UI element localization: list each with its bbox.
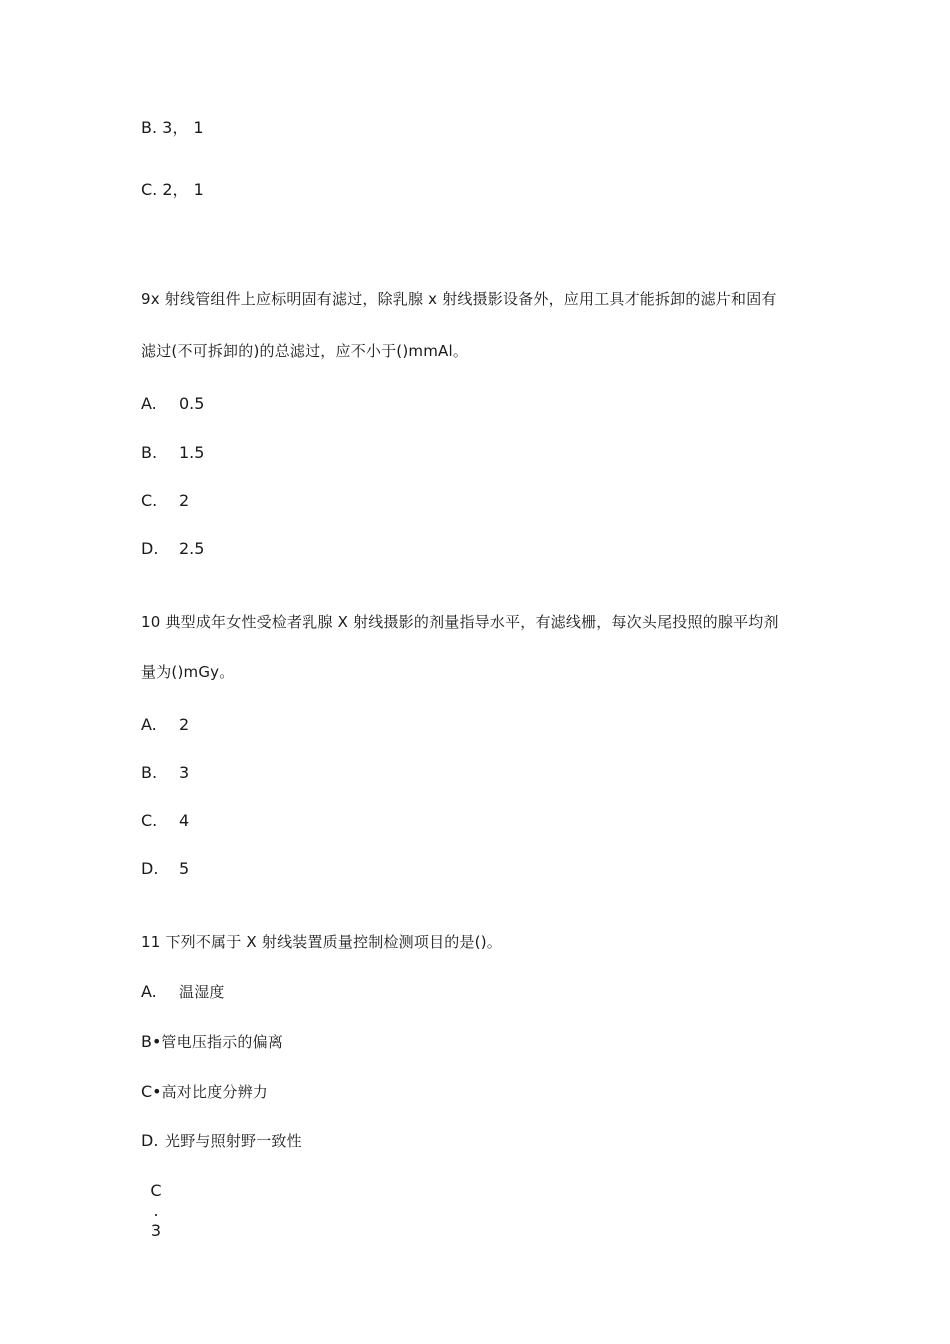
option-label: D. (141, 539, 159, 558)
question-10-line-2: 量为()mGy。 (141, 663, 235, 681)
question-9-option-c (141, 490, 189, 512)
option-value: 1.5 (179, 443, 205, 462)
option-value: 高对比度分辨力 (161, 1083, 269, 1101)
option-c-prev: C. 2， 1 (141, 180, 204, 199)
question-9-line-2: 滤过(不可拆卸的)的总滤过，应不小于()mmAl。 (141, 342, 469, 360)
question-11-option-c (141, 1081, 268, 1103)
option-label: A. (141, 394, 157, 413)
question-11-line-1: 11 下列不属于 X 射线装置质量控制检测项目的是()。 (141, 933, 502, 951)
option-value: 2.5 (179, 539, 205, 558)
fragment-letter: C (150, 1181, 162, 1200)
option-value: 管电压指示的偏离 (161, 1033, 284, 1051)
question-10-option-a (141, 714, 189, 736)
question-10-option-d (141, 858, 189, 880)
option-value: 温湿度 (179, 983, 225, 1001)
question-11-option-d (141, 1130, 302, 1152)
option-value: 2 (179, 715, 190, 734)
option-label: A. (141, 982, 157, 1001)
option-value: 3 (179, 763, 190, 782)
option-value: 0.5 (179, 394, 205, 413)
option-label: C. (141, 491, 158, 510)
question-9-line-1: 9x 射线管组件上应标明固有滤过，除乳腺 x 射线摄影设备外，应用工具才能拆卸的滤片和固有 (141, 290, 777, 308)
option-value: 2 (179, 491, 190, 510)
option-value: 4 (179, 811, 190, 830)
option-label: B. (141, 443, 158, 462)
option-label: C. (141, 811, 158, 830)
option-label: A. (141, 715, 157, 734)
fragment-stack (150, 1181, 162, 1241)
option-label: D. (141, 1131, 159, 1150)
question-9-option-b (141, 442, 204, 464)
option-b-prev: B. 3， 1 (141, 118, 204, 137)
question-11-option-b (141, 1031, 283, 1053)
option-value: 5 (179, 859, 190, 878)
question-10-option-b (141, 762, 189, 784)
option-label: B. (141, 763, 158, 782)
question-10-line-1: 10 典型成年女性受检者乳腺 X 射线摄影的剂量指导水平，有滤线栅，每次头尾投照的腺平均剂 (141, 613, 779, 631)
option-value: 光野与照射野一致性 (165, 1132, 302, 1150)
question-10-option-c (141, 810, 189, 832)
fragment-dot: . (153, 1201, 159, 1220)
question-9-option-a (141, 393, 204, 415)
question-9-option-d (141, 538, 204, 560)
fragment-number: 3 (150, 1221, 162, 1240)
option-label: B• (141, 1032, 162, 1051)
option-label: D. (141, 859, 159, 878)
option-label: C• (141, 1082, 162, 1101)
question-11-option-a (141, 981, 225, 1003)
